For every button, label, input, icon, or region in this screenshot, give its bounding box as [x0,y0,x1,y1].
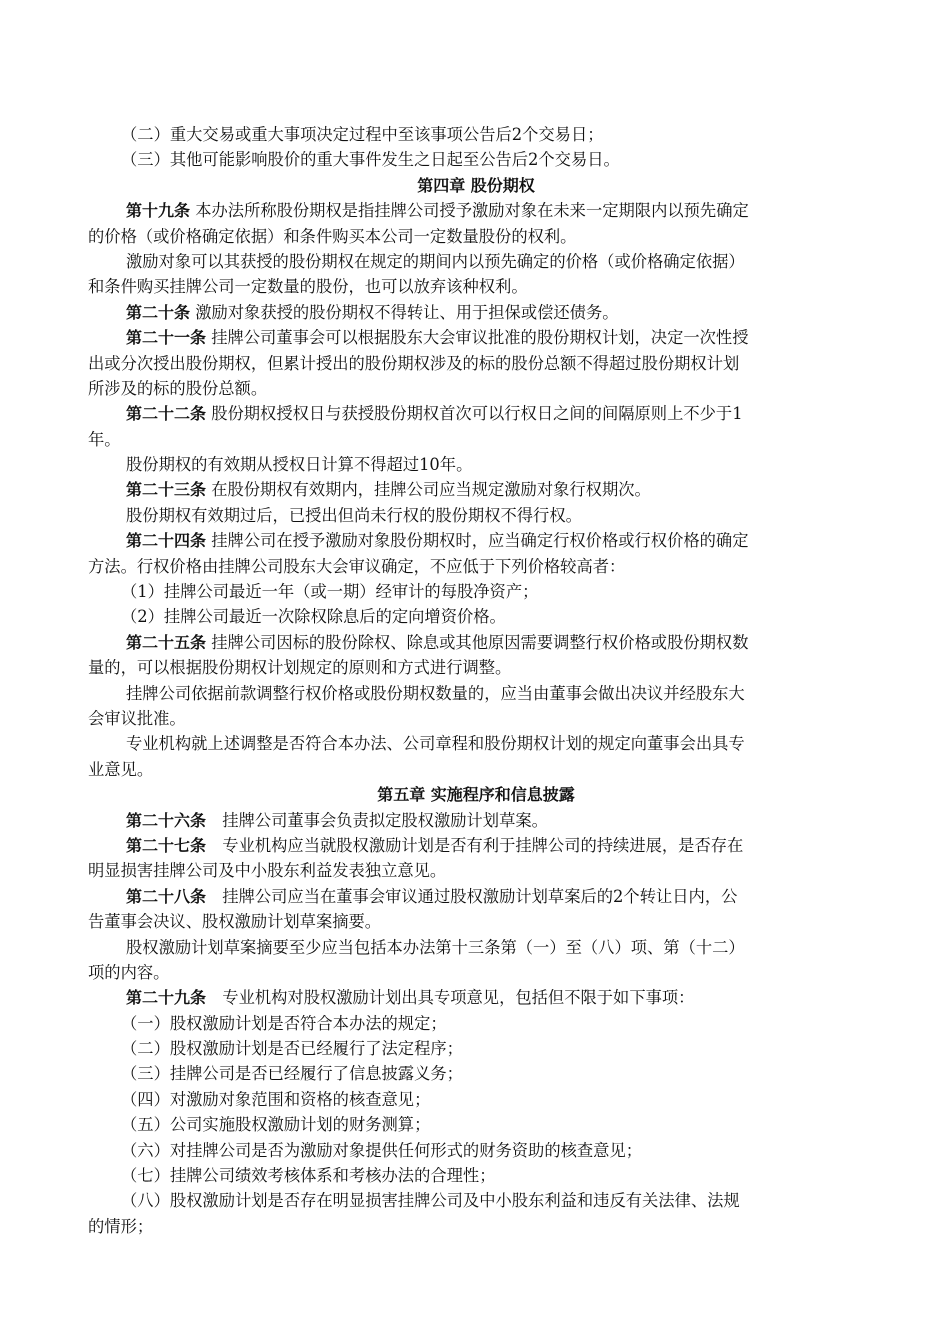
paragraph-line [88,1138,864,1163]
paragraph-text: 股份期权授权日与获授股份期权首次可以行权日之间的间隔原则上不少于1 [206,404,743,424]
chapter-heading: 第四章 股份期权 [417,175,535,195]
paragraph-text: （三）其他可能影响股价的重大事件发生之日起至公告后2个交易日。 [121,150,620,170]
paragraph-line [88,1061,864,1086]
paragraph-line [88,452,864,477]
paragraph-line [88,706,864,731]
paragraph-line [88,960,864,985]
paragraph-line [88,376,864,401]
article-number: 第二十五条 [126,632,207,652]
paragraph-text: （二）重大交易或重大事项决定过程中至该事项公告后2个交易日； [121,125,604,144]
paragraph-text: （六）对挂牌公司是否为激励对象提供任何形式的财务资助的核查意见； [121,1140,643,1160]
chapter-heading: 第五章 实施程序和信息披露 [377,785,575,805]
article-number: 第二十八条 [126,886,207,906]
paragraph-line [88,325,864,350]
paragraph-text: （五）公司实施股权激励计划的财务测算； [121,1115,431,1135]
paragraph-text: 的价格（或价格确定依据）和条件购买本公司一定数量股份的权利。 [88,226,577,246]
paragraph-line [88,935,864,960]
paragraph-text: 专业机构就上述调整是否符合本办法、公司章程和股份期权计划的规定向董事会出具专 [126,734,745,754]
paragraph-line [88,985,864,1010]
paragraph-text: 专业机构对股权激励计划出具专项意见，包括但不限于如下事项： [206,988,695,1008]
paragraph-text: 挂牌公司在授予激励对象股份期权时，应当确定行权价格或行权价格的确定 [206,531,749,551]
paragraph-text: 在股份期权有效期内，挂牌公司应当规定激励对象行权期次。 [206,480,651,500]
article-number: 第二十四条 [126,531,207,551]
paragraph-line [88,858,864,883]
paragraph-text: （七）挂牌公司绩效考核体系和考核办法的合理性； [121,1166,496,1186]
paragraph-text: （四）对激励对象范围和资格的核查意见； [121,1089,431,1109]
paragraph-line [88,1036,864,1061]
article-number: 第二十六条 [126,810,207,830]
article-number: 第二十条 [126,302,191,322]
paragraph-text: 方法。行权价格由挂牌公司股东大会审议确定，不应低于下列价格较高者： [88,556,626,576]
paragraph-text: 股权激励计划草案摘要至少应当包括本办法第十三条第（一）至（八）项、第（十二） [126,937,745,957]
paragraph-line [88,630,864,655]
paragraph-line [88,1214,864,1239]
paragraph-line [88,1112,864,1137]
paragraph-text: 挂牌公司依据前款调整行权价格或股份期权数量的，应当由董事会做出决议并经股东大 [126,683,745,703]
paragraph-text: 专业机构应当就股权激励计划是否有利于挂牌公司的持续进展，是否存在 [206,835,744,855]
paragraph-line [88,528,864,553]
paragraph-line [88,249,864,274]
paragraph-line [88,1011,864,1036]
paragraph-line [88,579,864,604]
paragraph-line [88,1188,864,1213]
paragraph-text: 出或分次授出股份期权，但累计授出的股份期权涉及的标的股份总额不得超过股份期权计划 [88,353,740,373]
paragraph-text: 股份期权的有效期从授权日计算不得超过10年。 [126,455,473,475]
paragraph-text: 告董事会决议、股权激励计划草案摘要。 [88,912,382,932]
article-number: 第二十七条 [126,835,207,855]
document-page [88,122,864,1239]
paragraph-text: 激励对象可以其获授的股份期权在规定的期间内以预先确定的价格（或价格确定依据） [126,251,745,271]
paragraph-text: （2）挂牌公司最近一次除权除息后的定向增资价格。 [121,607,506,627]
paragraph-line [88,147,864,172]
paragraph-line [88,681,864,706]
article-number: 第二十九条 [126,988,207,1008]
article-number: 第二十二条 [126,404,207,424]
paragraph-line [88,122,864,147]
paragraph-line [88,427,864,452]
paragraph-text: 业意见。 [88,759,154,779]
paragraph-line [88,833,864,858]
paragraph-line [88,198,864,223]
paragraph-text: 激励对象获授的股份期权不得转让、用于担保或偿还债务。 [190,302,619,322]
paragraph-line [88,224,864,249]
paragraph-line [88,909,864,934]
paragraph-line [88,503,864,528]
paragraph-text: 和条件购买挂牌公司一定数量的股份，也可以放弃该种权利。 [88,277,528,297]
paragraph-line [88,884,864,909]
paragraph-text: （一）股权激励计划是否符合本办法的规定； [121,1013,447,1033]
paragraph-text: （二）股权激励计划是否已经履行了法定程序； [121,1039,463,1059]
article-number: 第十九条 [126,201,191,221]
paragraph-line [88,808,864,833]
paragraph-line [88,655,864,680]
paragraph-line [88,1087,864,1112]
article-number: 第二十一条 [126,328,207,348]
paragraph-text: 挂牌公司因标的股份除权、除息或其他原因需要调整行权价格或股份期权数 [206,632,749,652]
paragraph-line [88,351,864,376]
paragraph-line [88,401,864,426]
paragraph-text: 明显损害挂牌公司及中小股东利益发表独立意见。 [88,861,447,881]
paragraph-text: （三）挂牌公司是否已经履行了信息披露义务； [121,1064,463,1084]
paragraph-text: 量的，可以根据股份期权计划规定的原则和方式进行调整。 [88,658,512,678]
paragraph-text: 会审议批准。 [88,708,186,728]
paragraph-line [88,731,864,756]
paragraph-text: （1）挂牌公司最近一年（或一期）经审计的每股净资产； [121,582,539,602]
paragraph-text: 本办法所称股份期权是指挂牌公司授予激励对象在未来一定期限内以预先确定 [190,201,749,221]
paragraph-line [88,554,864,579]
paragraph-text: 挂牌公司董事会可以根据股东大会审议批准的股份期权计划，决定一次性授 [206,328,749,348]
paragraph-text: 股份期权有效期过后，已授出但尚未行权的股份期权不得行权。 [126,505,582,525]
paragraph-line [88,300,864,325]
paragraph-line [88,274,864,299]
paragraph-text: 所涉及的标的股份总额。 [88,378,268,398]
paragraph-line [88,477,864,502]
paragraph-text: 的情形； [88,1216,154,1236]
paragraph-text: 挂牌公司应当在董事会审议通过股权激励计划草案后的2个转让日内，公 [206,886,738,906]
paragraph-line [88,757,864,782]
paragraph-text: 年。 [88,429,121,449]
paragraph-text: 挂牌公司董事会负责拟定股权激励计划草案。 [206,810,548,830]
paragraph-text: 项的内容。 [88,962,170,982]
article-number: 第二十三条 [126,480,207,500]
paragraph-line [88,604,864,629]
paragraph-line [88,1163,864,1188]
paragraph-text: （八）股权激励计划是否存在明显损害挂牌公司及中小股东利益和违反有关法律、法规 [121,1191,740,1211]
